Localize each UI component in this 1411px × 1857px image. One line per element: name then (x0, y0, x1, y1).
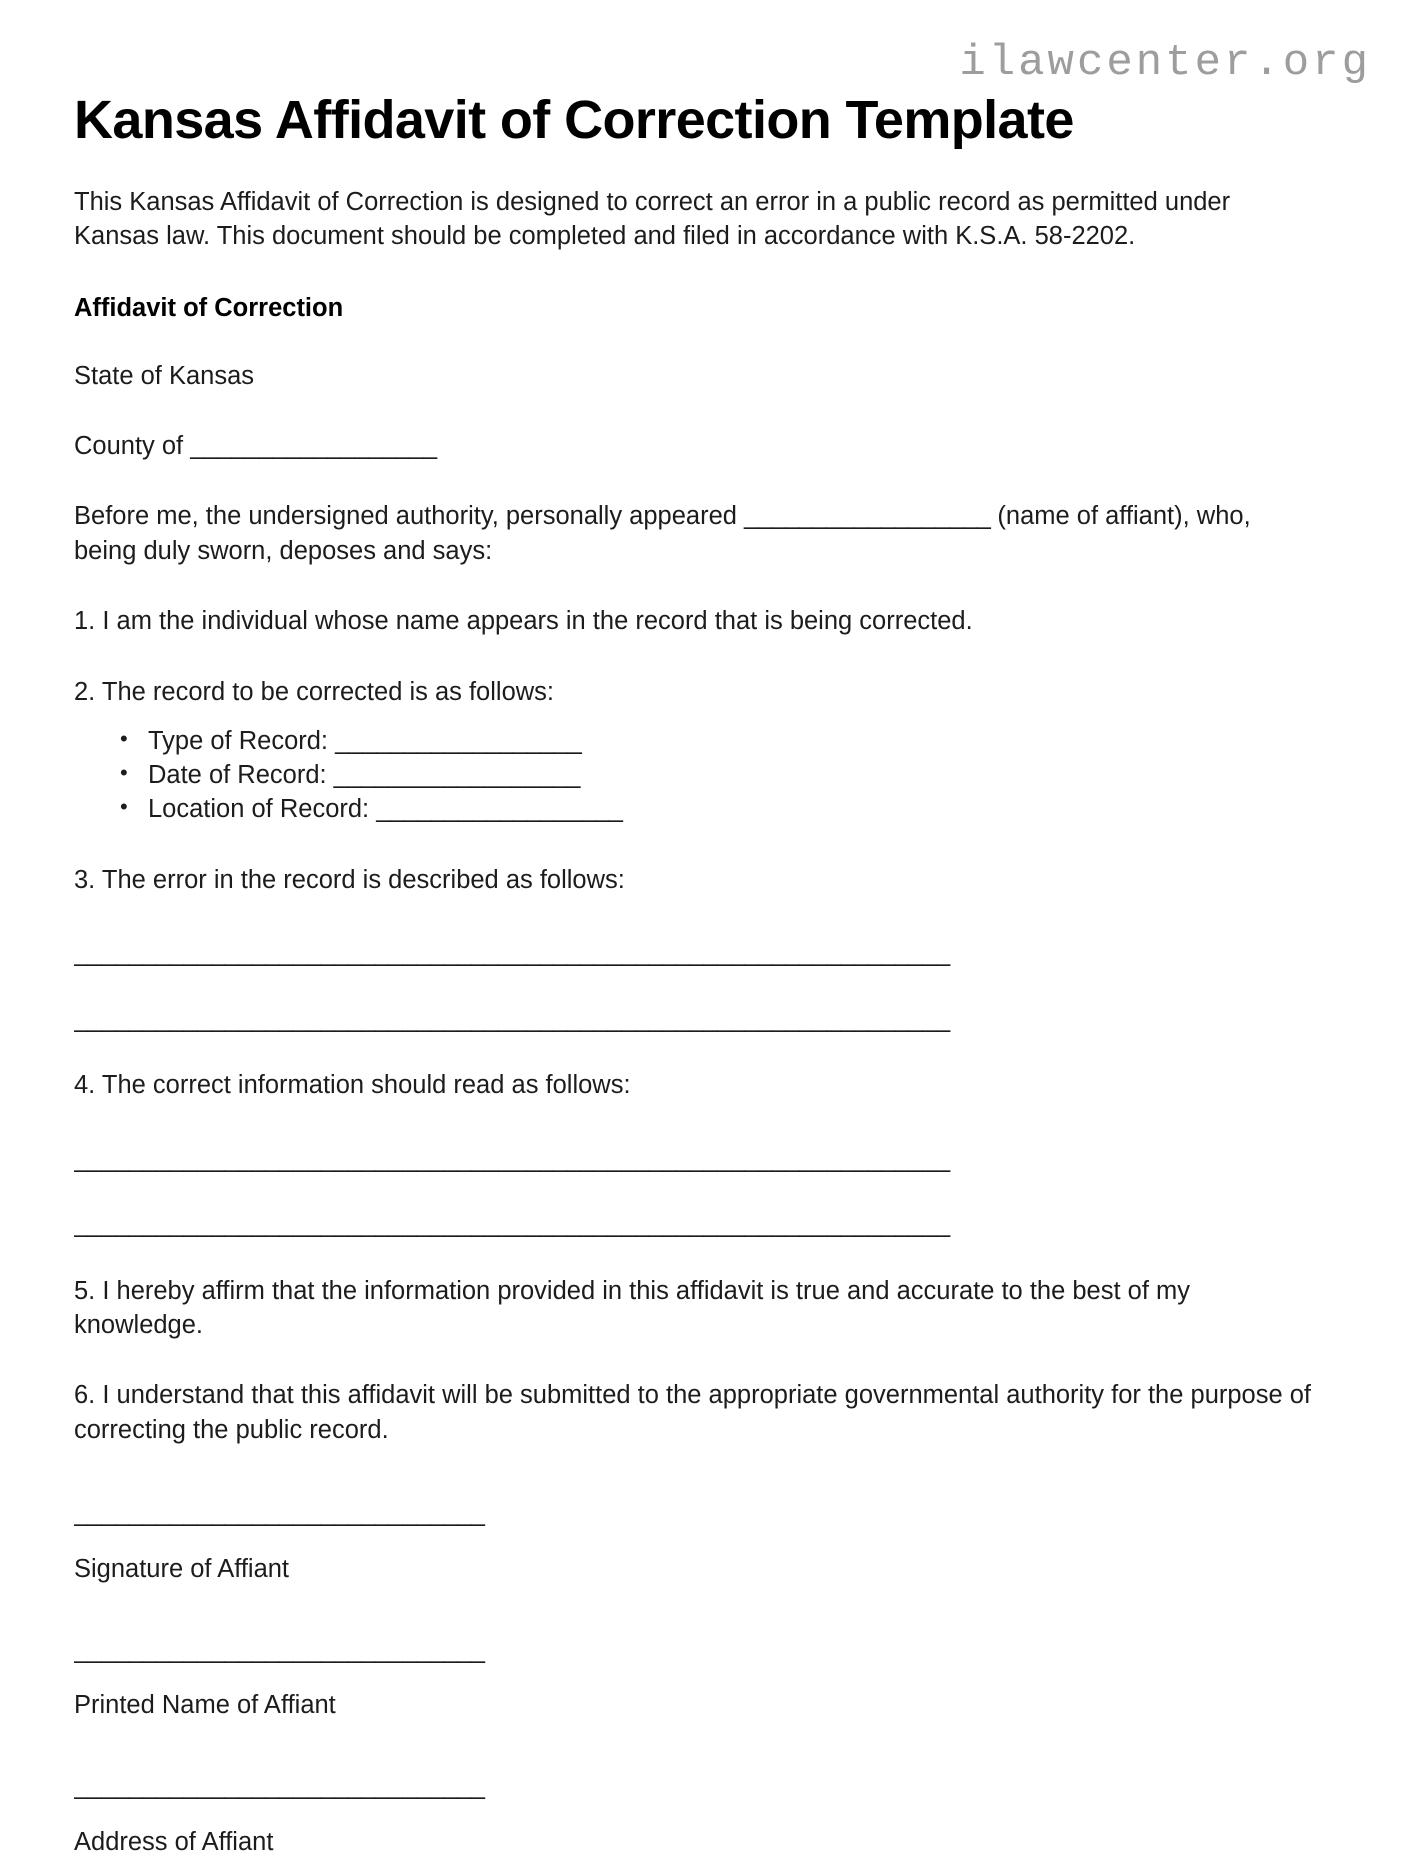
section-heading-affidavit-of-correction: Affidavit of Correction (74, 293, 344, 322)
numbered-item-5: 5. I hereby affirm that the information provided in this affidavit is true and accurate to the best of my knowledge. (74, 1276, 1190, 1340)
item4-answer-line-2[interactable]: ________________________________________________________________ (74, 1210, 950, 1238)
item3-answer-line-1[interactable]: ________________________________________________________________ (74, 939, 950, 967)
document-body (74, 0, 1344, 1857)
before-me-paragraph (74, 463, 1314, 568)
numbered-item-6: 6. I understand that this affidavit will be submitted to the appropriate governmental authority for the purpose of correcting the public record. (74, 1381, 1312, 1444)
list-item (148, 725, 1344, 759)
site-watermark: ilawcenter.org (959, 38, 1371, 88)
signature-block-printed-name (74, 1584, 1344, 1721)
date-of-record-label: Date of Record: (148, 760, 334, 789)
state-line: State of Kansas (74, 361, 255, 390)
numbered-item-1: 1. I am the individual whose name appears in the record that is being corrected. (74, 607, 973, 636)
county-line (74, 393, 1314, 463)
list-item (148, 759, 1344, 793)
record-details-list (74, 709, 1344, 827)
location-of-record-blank-field[interactable]: __________________ (376, 794, 623, 823)
signature-block-affiant-signature (74, 1447, 1344, 1584)
type-of-record-label: Type of Record: (148, 727, 336, 756)
printed-name-label: Printed Name of Affiant (74, 1691, 336, 1720)
address-label: Address of Affiant (74, 1827, 274, 1856)
signature-rule[interactable]: ______________________________ (74, 1501, 485, 1527)
before-me-text-start: Before me, the undersigned authority, personally appeared (74, 502, 745, 531)
address-rule[interactable]: ______________________________ (74, 1774, 485, 1800)
page-title: Kansas Affidavit of Correction Template (74, 90, 1074, 150)
signature-label: Signature of Affiant (74, 1554, 290, 1583)
item3-answer-line-2[interactable]: ________________________________________________________________ (74, 1004, 950, 1033)
list-item (148, 793, 1344, 827)
numbered-item-3: 3. The error in the record is described as follows: (74, 865, 625, 894)
intro-paragraph: This Kansas Affidavit of Correction is designed to correct an error in a public record as permitted under Kansas law. This document should be completed and filed in accordance with K.S.A. 58-2202. (74, 187, 1231, 251)
before-me-text-end: (name of affiant), who, being duly sworn, deposes and says: (74, 502, 1251, 565)
type-of-record-blank-field[interactable]: __________________ (335, 727, 582, 756)
numbered-item-4: 4. The correct information should read as follows: (74, 1071, 631, 1100)
affiant-name-blank-field[interactable]: __________________ (744, 502, 991, 531)
item4-answer-line-1[interactable]: ________________________________________________________________ (74, 1144, 950, 1173)
printed-name-rule[interactable]: ______________________________ (74, 1637, 485, 1664)
county-label: County of (74, 431, 191, 460)
date-of-record-blank-field[interactable]: __________________ (333, 760, 580, 789)
numbered-item-2: 2. The record to be corrected is as follows: (74, 677, 555, 706)
county-blank-field[interactable]: __________________ (190, 431, 437, 460)
signature-block-address (74, 1720, 1344, 1857)
location-of-record-label: Location of Record: (148, 794, 377, 823)
